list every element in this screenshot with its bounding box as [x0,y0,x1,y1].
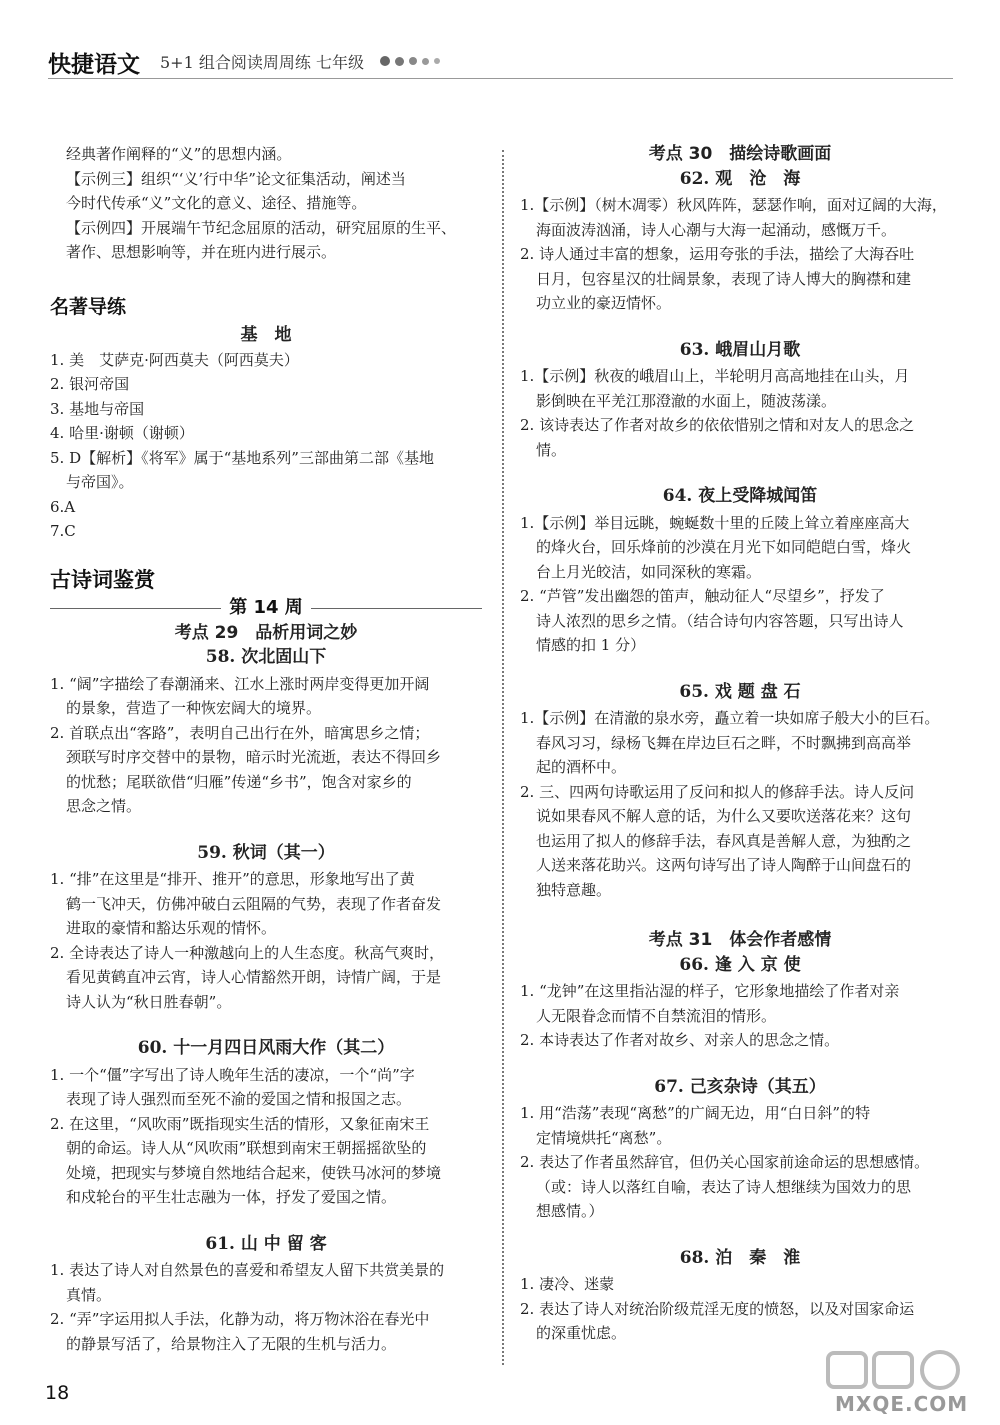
book-title: 基 地 [240,325,292,345]
section-title-mingzhu: 名著导练 [50,295,127,318]
poem-66 [520,953,960,1053]
answer-line: 人无限眷念而情不自禁流泪的情形。 [536,1006,777,1025]
answer-line: 1.【示例】秋夜的峨眉山上，半轮明月高高地挂在山头，月 [520,367,910,385]
answer-line: 2. “芦管”发出幽怨的笛声，触动征人“尽望乡”，抒发了 [520,587,885,605]
answer-line: 日月，包容星汉的壮阔景象，表现了诗人博大的胸襟和建 [536,269,912,288]
dot-icon [380,56,390,66]
header-divider [48,78,953,79]
answer-line: 1. 用“浩荡”表现“离愁”的广阔无边，用“白日斜”的特 [520,1104,871,1122]
poem-62 [520,167,960,316]
answer-line: 1.【示例】举目远眺，蜿蜒数十里的丘陵上耸立着座座高大 [520,513,910,532]
answer-line: 2. 在这里，“风吹雨”既指现实生活的情形，又象征南宋王 [50,1114,430,1133]
intro-line: 【示例四】开展端午节纪念屈原的活动，研究屈原的生平、 [66,218,457,237]
answer-line: 说如果春风不解人意的话，为什么又要吹送落花来？这句 [536,807,912,825]
intro-line: 【示例三】组织“‘义’行中华”论文征集活动，阐述当 [66,169,406,188]
answer-line: 1. “排”在这里是“排开、推开”的意思，形象地写出了黄 [50,870,415,888]
week-label: 第 14 周 [229,597,303,618]
answer-line: 4. 哈里·谢顿（谢顿） [50,424,194,442]
answer-line: 2. “弄”字运用拟人手法，化静为动，将万物沐浴在春光中 [50,1310,430,1328]
dot-icon [409,57,417,65]
answer-line: （或：诗人以落红自喻，表达了诗人想继续为国效力的思 [536,1177,912,1196]
answer-line: 影倒映在平羌江那澄澈的水面上，随波荡漾。 [536,391,837,410]
answer-line: 起的酒杯中。 [536,758,627,776]
answer-line: 独特意趣。 [536,880,612,899]
answer-line: 2. 诗人通过丰富的想象，运用夸张的手法，描绘了大海吞吐 [520,245,915,263]
intro-line: 今时代传承“义”文化的意义、途径、措施等。 [66,194,367,212]
answer-line: 人送来落花助兴。这两句诗写出了诗人陶醉于山间盘石的 [536,856,912,874]
answer-line: 真情。 [66,1285,112,1304]
intro-line: 著作、思想影响等，并在班内进行展示。 [66,243,337,261]
kaodian-31: 考点 31 体会作者感情 [648,930,832,950]
answer-line: 3. 基地与帝国 [50,399,145,418]
page-header [48,44,953,80]
answer-line: 情感的扣 1 分） [536,636,646,654]
poem-title: 67. 己亥杂诗（其五） [654,1076,826,1097]
mingzhu-answers [50,348,482,544]
intro-line: 经典著作阐释的“义”的思想内涵。 [66,145,292,163]
poem-59 [50,841,482,1015]
answer-line: 1.【示例】（树木凋零）秋风阵阵，瑟瑟作响，面对辽阔的大海， [520,196,947,214]
brand-title: 快捷语文 [48,52,140,78]
answer-line: 也运用了拟人的修辞手法，春风真是善解人意，为独酌之 [536,831,912,850]
poem-65 [520,680,960,903]
right-column [520,142,960,1346]
answer-line: 2. 三、四两句诗歌运用了反问和拟人的修辞手法。诗人反问 [520,782,915,801]
answer-line: 诗人浓烈的思乡之情。（结合诗句内容答题，只写出诗人 [536,611,904,630]
page-number: 18 [45,1382,70,1404]
rule-left [50,608,221,609]
answer-line: 春风习习，绿杨飞舞在岸边巨石之畔，不时飘拂到高高举 [536,733,912,752]
answer-line: 1. 凄冷、迷蒙 [520,1275,615,1293]
poem-68 [520,1246,960,1346]
answer-line: 的烽火台，回乐烽前的沙漠在月光下如同皑皑白雪，烽火 [536,538,912,556]
answer-line: 6.A [50,497,76,516]
answer-line: 与帝国》。 [66,473,134,491]
answer-line: 的静景写活了，给景物注入了无限的生机与活力。 [66,1334,397,1353]
answer-line: 思念之情。 [66,797,142,815]
answer-line: 2. 全诗表达了诗人一种激越向上的人生态度。秋高气爽时， [50,943,445,962]
answer-line: 1. 一个“僵”字写出了诗人晚年生活的凄凉，一个“尚”字 [50,1065,415,1084]
poem-63 [520,338,960,463]
answer-line: 的深重忧虑。 [536,1324,627,1342]
answer-line: 的景象，营造了一种恢宏阔大的境界。 [66,699,322,717]
left-column [50,142,482,1356]
answer-line: 2. 表达了诗人对统治阶级荒淫无度的愤怒，以及对国家命运 [520,1299,915,1318]
answer-line: 海面波涛汹涌，诗人心潮与大海一起涌动，感慨万千。 [536,220,897,239]
poem-title: 68. 泊 秦 淮 [679,1247,801,1268]
poem-title: 62. 观 沧 海 [679,168,801,189]
kaodian-29: 考点 29 品析用词之妙 [174,622,358,643]
poem-title: 65. 戏 题 盘 石 [679,681,801,702]
answer-line: 1. 表达了诗人对自然景色的喜爱和希望友人留下共赏美景的 [50,1261,445,1279]
poem-58 [50,645,482,819]
watermark-text: MXQE.COM [835,1392,969,1416]
answer-line: 定情境烘托“离愁”。 [536,1128,672,1147]
answer-line: 2. 银河帝国 [50,375,130,393]
answer-line: 鹤一飞冲天，仿佛冲破白云阻隔的气势，表现了作者奋发 [66,894,442,913]
poem-title: 61. 山 中 留 客 [205,1233,327,1254]
dot-icon [395,57,404,66]
book-subtitle: 5+1 组合阅读周周练 七年级 [160,53,364,72]
poem-title: 64. 夜上受降城闻笛 [662,486,818,506]
poem-title: 66. 逢 入 京 使 [679,954,801,975]
answer-line: 2. 该诗表达了作者对故乡的依依惜别之情和对友人的思念之 [520,416,915,434]
kaodian-30: 考点 30 描绘诗歌画面 [648,144,832,164]
answer-line: 功立业的豪迈情怀。 [536,294,672,312]
section-title-gushi: 古诗词鉴赏 [50,567,155,592]
answer-line: 2. 表达了作者虽然辞官，但仍关心国家前途命运的思想感情。 [520,1153,930,1171]
poem-title: 58. 次北固山下 [205,647,327,667]
answer-line: 2. 首联点出“客路”，表明自己出行在外，暗寓思乡之情； [50,723,430,742]
answer-line: 处境，把现实与梦境自然地结合起来，使铁马冰河的梦境 [66,1163,442,1182]
answer-line: 1. “阔”字描绘了春潮涌来、江水上涨时两岸变得更加开阔 [50,674,430,693]
answer-line: 1. 美 艾萨克·阿西莫夫（阿西莫夫） [50,350,299,369]
answer-line: 5. D【解析】《将军》属于“基地系列”三部曲第二部《基地 [50,448,434,467]
answer-line: 颈联写时序交替中的景物，暗示时光流逝，表达不得回乡 [66,748,442,766]
week-heading [50,596,482,621]
decorative-dots [380,56,440,66]
answer-line: 的忧愁；尾联欲借“归雁”传递“乡书”，饱含对家乡的 [66,772,412,791]
answer-line: 7.C [50,522,76,540]
dot-icon [422,58,429,65]
poem-64 [520,484,960,658]
answer-line: 2. 本诗表达了作者对故乡、对亲人的思念之情。 [520,1031,840,1049]
answer-line: 1. “龙钟”在这里指沾湿的样子，它形象地描绘了作者对亲 [520,982,900,1000]
answer-line: 台上月光皎洁，如同深秋的寒霜。 [536,562,762,581]
column-divider [502,150,504,1365]
answer-line: 表现了诗人强烈而至死不渝的爱国之情和报国之志。 [66,1090,412,1108]
rule-right [311,608,482,609]
poem-61 [50,1232,482,1357]
answer-line: 进取的豪情和豁达乐观的情怀。 [66,919,277,937]
poem-67 [520,1075,960,1224]
poem-title: 60. 十一月四日风雨大作（其二） [137,1038,395,1058]
answer-line: 看见黄鹤直冲云宵，诗人心情豁然开朗，诗情广阔，于是 [66,968,442,986]
answer-line: 1.【示例】在清澈的泉水旁，矗立着一块如席子般大小的巨石。 [520,709,940,727]
intro-answers [50,142,482,265]
answer-line: 诗人认为“秋日胜春朝”。 [66,992,232,1011]
poem-title: 63. 峨眉山月歌 [679,339,801,360]
poem-60 [50,1036,482,1210]
answer-line: 和戍轮台的平生壮志融为一体，抒发了爱国之情。 [66,1188,397,1206]
answer-line: 想感情。） [536,1202,604,1220]
poem-title: 59. 秋词（其一） [197,842,335,863]
answer-line: 朝的命运。诗人从“风吹雨”联想到南宋王朝摇摇欲坠的 [66,1139,427,1157]
dot-icon [434,58,440,64]
answer-line: 情。 [536,440,567,459]
